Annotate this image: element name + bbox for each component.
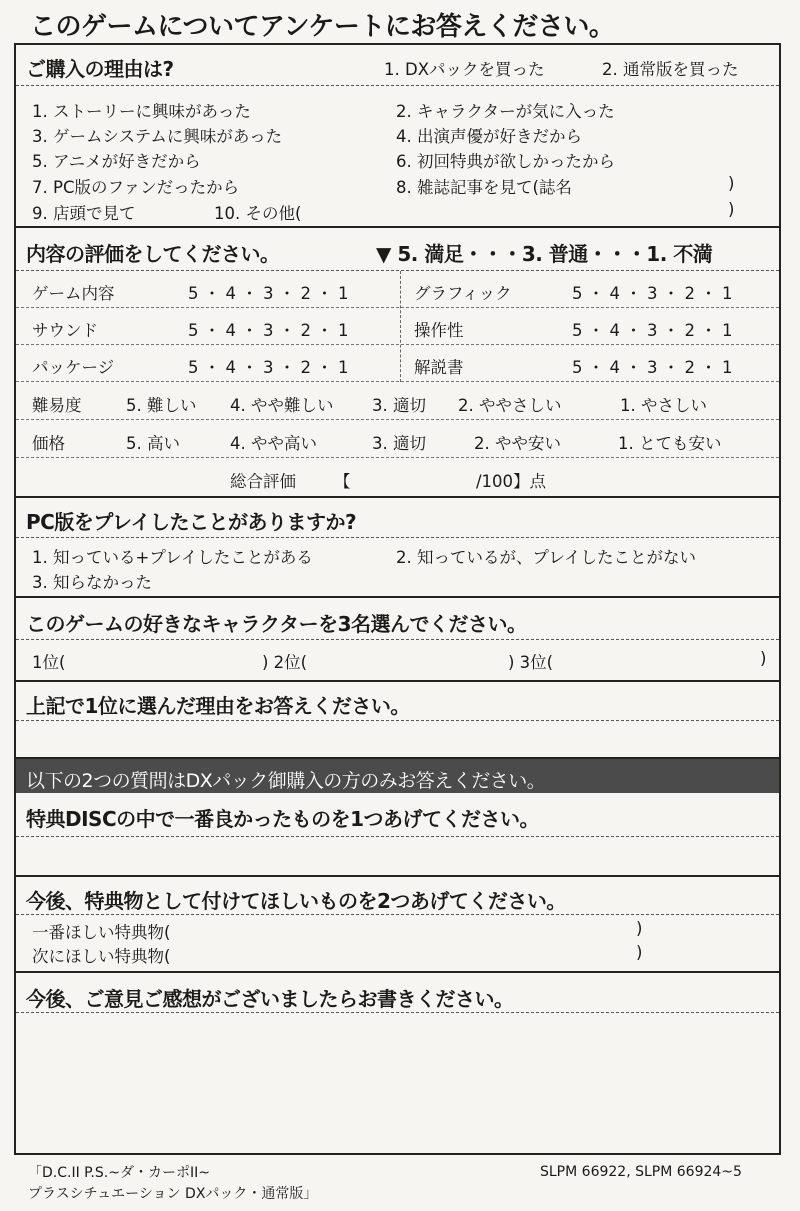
close-paren: ) xyxy=(636,919,643,938)
reason-option[interactable]: 8. 雑誌記事を見て(誌名 xyxy=(396,178,572,197)
difficulty-option[interactable]: 1. やさしい xyxy=(620,396,707,415)
reason-option[interactable]: 6. 初回特典が欲しかったから xyxy=(396,152,615,171)
reason-header xyxy=(16,680,779,721)
rating-label: サウンド xyxy=(32,321,98,340)
reason-option[interactable]: 2. キャラクターが気に入った xyxy=(396,102,615,121)
rating-label: グラフィック xyxy=(414,284,512,303)
pc-question: PC版をプレイしたことがありますか? xyxy=(26,510,357,534)
favorite-question: このゲームの好きなキャラクターを3名選んでください。 xyxy=(26,612,527,636)
close-paren: ) xyxy=(728,174,735,193)
second-bonus-field[interactable]: 次にほしい特典物( xyxy=(32,947,171,966)
rank2-field[interactable]: ) 2位( xyxy=(262,653,308,672)
overall-score-suffix[interactable]: /100】点 xyxy=(476,472,547,491)
rating-scale[interactable]: 5 ・ 4 ・ 3 ・ 2 ・ 1 xyxy=(188,284,349,303)
rating-label: パッケージ xyxy=(32,358,115,377)
rating-question: 内容の評価をしてください。 xyxy=(26,242,280,266)
first-bonus-field[interactable]: 一番ほしい特典物( xyxy=(32,923,171,942)
pc-option[interactable]: 3. 知らなかった xyxy=(32,573,152,592)
reason-option[interactable]: 9. 店頭で見て xyxy=(32,204,136,223)
pc-options xyxy=(16,538,779,596)
favorite-header xyxy=(16,596,779,640)
overall-open-bracket: 【 xyxy=(334,472,351,491)
future-bonus-header xyxy=(16,875,779,915)
rating-label: ゲーム内容 xyxy=(32,284,115,303)
purchase-header xyxy=(16,45,779,86)
rank1-field[interactable]: 1位( xyxy=(32,653,66,672)
difficulty-option[interactable]: 5. 難しい xyxy=(126,396,197,415)
overall-row xyxy=(16,458,779,496)
difficulty-label: 難易度 xyxy=(32,396,82,415)
price-option[interactable]: 5. 高い xyxy=(126,434,180,453)
reason-option[interactable]: 1. ストーリーに興味があった xyxy=(32,102,251,121)
page-title: このゲームについてアンケートにお答えください。 xyxy=(30,12,615,42)
close-paren: ) xyxy=(728,200,735,219)
price-label: 価格 xyxy=(32,434,65,453)
bonus-disc-answer-area[interactable] xyxy=(16,837,779,875)
purchase-question: ご購入の理由は? xyxy=(26,57,174,81)
dx-only-text: 以下の2つの質問はDXパック御購入の方のみお答えください。 xyxy=(26,770,546,792)
difficulty-row xyxy=(16,382,779,420)
reason-option[interactable]: 5. アニメが好きだから xyxy=(32,152,201,171)
overall-label: 総合評価 xyxy=(230,472,296,491)
comments-header xyxy=(16,971,779,1013)
rating-label: 操作性 xyxy=(414,321,464,340)
rating-row xyxy=(16,345,779,382)
rating-scale-note: ▼ 5. 満足・・・3. 普通・・・1. 不満 xyxy=(376,242,713,266)
reason-answer-area[interactable] xyxy=(16,721,779,757)
difficulty-option[interactable]: 3. 適切 xyxy=(372,396,426,415)
bonus-disc-question: 特典DISCの中で一番良かったものを1つあげてください。 xyxy=(26,807,540,831)
game-title-line1: 「D.C.II P.S.~ダ・カーポII~ xyxy=(28,1165,210,1181)
price-row xyxy=(16,420,779,458)
game-title-line2: プラスシチュエーション DXパック・通常版」 xyxy=(28,1186,318,1202)
reason-option[interactable]: 7. PC版のファンだったから xyxy=(32,178,240,197)
survey-frame xyxy=(14,43,781,1155)
pc-option[interactable]: 1. 知っている+プレイしたことがある xyxy=(32,548,313,567)
price-option[interactable]: 4. やや高い xyxy=(230,434,317,453)
comments-answer-area[interactable] xyxy=(16,1013,779,1153)
rating-header xyxy=(16,226,779,271)
rating-row xyxy=(16,271,779,308)
rating-scale[interactable]: 5 ・ 4 ・ 3 ・ 2 ・ 1 xyxy=(188,321,349,340)
rating-scale[interactable]: 5 ・ 4 ・ 3 ・ 2 ・ 1 xyxy=(572,284,733,303)
close-paren: ) xyxy=(760,649,767,668)
rating-scale[interactable]: 5 ・ 4 ・ 3 ・ 2 ・ 1 xyxy=(572,358,733,377)
rating-scale[interactable]: 5 ・ 4 ・ 3 ・ 2 ・ 1 xyxy=(188,358,349,377)
close-paren: ) xyxy=(636,943,643,962)
difficulty-option[interactable]: 2. ややさしい xyxy=(458,396,562,415)
future-bonus-question: 今後、特典物として付けてほしいものを2つあげてください。 xyxy=(26,889,566,913)
future-bonus-fields xyxy=(16,915,779,971)
bonus-disc-header xyxy=(16,793,779,837)
price-option[interactable]: 2. やや安い xyxy=(474,434,561,453)
rating-scale[interactable]: 5 ・ 4 ・ 3 ・ 2 ・ 1 xyxy=(572,321,733,340)
rank3-field[interactable]: ) 3位( xyxy=(508,653,554,672)
reason-question: 上記で1位に選んだ理由をお答えください。 xyxy=(26,694,410,718)
edition-dx-option[interactable]: 1. DXパックを買った xyxy=(384,60,545,79)
edition-normal-option[interactable]: 2. 通常版を買った xyxy=(602,60,739,79)
rating-column-divider xyxy=(400,271,401,382)
purchase-reasons xyxy=(16,86,779,226)
product-codes: SLPM 66922, SLPM 66924~5 xyxy=(540,1164,742,1180)
dx-only-banner xyxy=(16,757,779,793)
reason-option[interactable]: 3. ゲームシステムに興味があった xyxy=(32,127,283,146)
reason-option[interactable]: 10. その他( xyxy=(214,204,302,223)
price-option[interactable]: 1. とても安い xyxy=(618,434,722,453)
price-option[interactable]: 3. 適切 xyxy=(372,434,426,453)
rating-label: 解説書 xyxy=(414,358,464,377)
favorite-ranks xyxy=(16,640,779,680)
reason-option[interactable]: 4. 出演声優が好きだから xyxy=(396,127,582,146)
rating-row xyxy=(16,308,779,345)
pc-option[interactable]: 2. 知っているが、プレイしたことがない xyxy=(396,548,697,567)
comments-question: 今後、ご意見ご感想がございましたらお書きください。 xyxy=(26,987,514,1011)
pc-header xyxy=(16,496,779,538)
difficulty-option[interactable]: 4. やや難しい xyxy=(230,396,334,415)
